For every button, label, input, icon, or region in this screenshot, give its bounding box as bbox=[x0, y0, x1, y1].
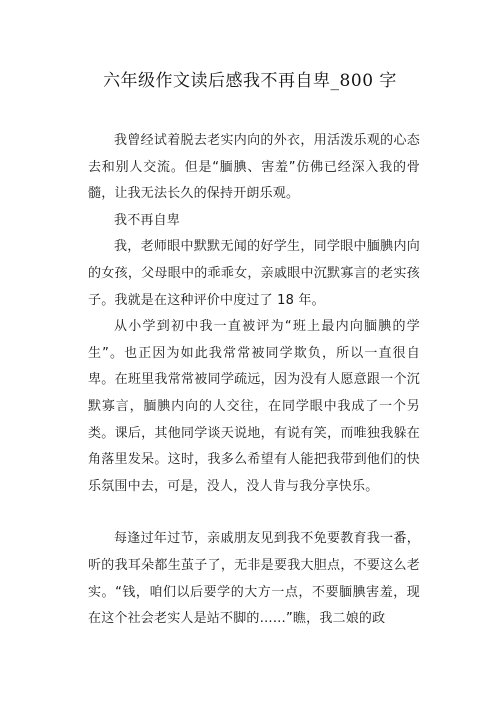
paragraph: 从小学到初中我一直被评为“班上最内向腼腆的学生”。也正因为如此我常常被同学欺负，所以一直很自卑。在班里我常常被同学疏远，因为没有人愿意跟一个沉默寡言，腼腆内向的人交往，在同学眼中我成了一个另类。课后，其他同学谈天说地，有说有笑，而唯独我躲在角落里发呆。这时，我多么希望有人能把我带到他们的快乐氛围中去，可是，没人，没人肯与我分享快乐。 bbox=[88, 319, 420, 494]
paragraph: 每逢过年过节，亲戚朋友见到我不免要教育我一番，听的我耳朵都生茧子了，无非是要我大胆点，不要这么老实。“钱，咱们以后要学的大方一点，不要腼腆害羞，现在这个社会老实人是站不脚的……”瞧，我二娘的政 bbox=[88, 531, 420, 627]
paragraph: 我，老师眼中默默无闻的好学生，同学眼中腼腆内向的女孩，父母眼中的乖乖女，亲戚眼中沉默寡言的老实孩子。我就是在这种评价中度过了 18 年。 bbox=[88, 239, 420, 308]
paragraph: 我曾经试着脱去老实内向的外衣，用活泼乐观的心态去和别人交流。但是“腼腆、害羞”仿佛已经深入我的骨髓，让我无法长久的保持开朗乐观。 bbox=[88, 133, 420, 202]
paragraph-heading: 我不再自卑 bbox=[114, 212, 181, 228]
document-title: 六年级作文读后感我不再自卑_800 字 bbox=[103, 71, 397, 91]
document-body bbox=[88, 128, 420, 633]
